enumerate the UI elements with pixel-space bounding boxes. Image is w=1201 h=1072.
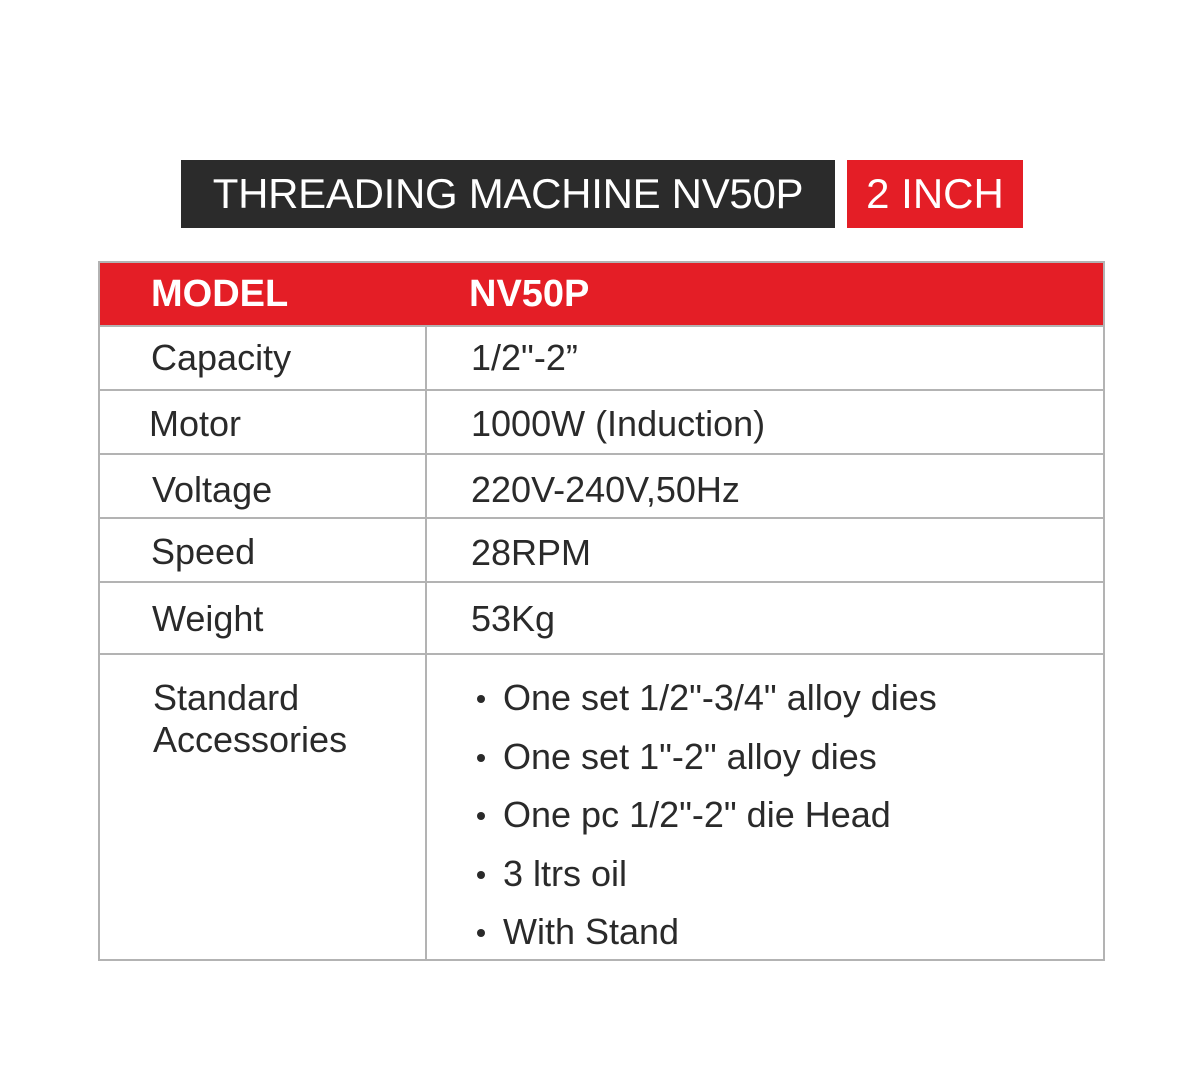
- row-value: 1/2"-2”: [471, 337, 578, 378]
- table-row-speed: [100, 517, 1103, 581]
- list-item-text: One pc 1/2"-2" die Head: [503, 794, 891, 835]
- list-item: [471, 845, 937, 904]
- row-label: Capacity: [151, 337, 292, 378]
- list-item-text: 3 ltrs oil: [503, 852, 628, 894]
- table-row-weight: [100, 581, 1103, 653]
- column-divider: [425, 325, 427, 961]
- bullet-icon: [477, 754, 485, 762]
- bullet-icon: [477, 871, 485, 879]
- product-title: THREADING MACHINE NV50P: [181, 160, 835, 228]
- list-item: [471, 728, 937, 787]
- row-value: 1000W (Induction): [471, 403, 766, 444]
- accessories-list: [471, 669, 937, 962]
- list-item: [471, 903, 937, 962]
- accessories-label-line: Standard: [153, 677, 300, 718]
- bullet-icon: [477, 929, 485, 937]
- accessories-label: [153, 677, 413, 761]
- table-row-voltage: [100, 453, 1103, 517]
- list-item-text: With Stand: [503, 911, 680, 952]
- list-item-text: One set 1/2"-3/4" alloy dies: [503, 677, 937, 718]
- bullet-icon: [477, 812, 485, 820]
- row-label: Motor: [149, 403, 242, 444]
- row-label: Voltage: [152, 469, 273, 510]
- table-row-motor: [100, 389, 1103, 453]
- size-badge: 2 INCH: [847, 160, 1023, 228]
- row-label: Speed: [151, 531, 256, 572]
- spec-table: [98, 261, 1105, 961]
- header-value: NV50P: [469, 273, 590, 315]
- row-label: Weight: [152, 598, 264, 639]
- table-header-row: [100, 263, 1103, 325]
- list-item-text: One set 1"-2" alloy dies: [503, 735, 877, 777]
- accessories-label-line: Accessories: [153, 719, 348, 760]
- row-value: 220V-240V,50Hz: [471, 469, 740, 510]
- table-row-capacity: [100, 325, 1103, 389]
- header-label: MODEL: [151, 273, 289, 315]
- list-item: [471, 786, 937, 845]
- list-item: [471, 669, 937, 728]
- row-value: 53Kg: [471, 598, 556, 639]
- row-value: 28RPM: [471, 532, 592, 573]
- table-row-accessories: [100, 653, 1103, 961]
- bullet-icon: [477, 695, 485, 703]
